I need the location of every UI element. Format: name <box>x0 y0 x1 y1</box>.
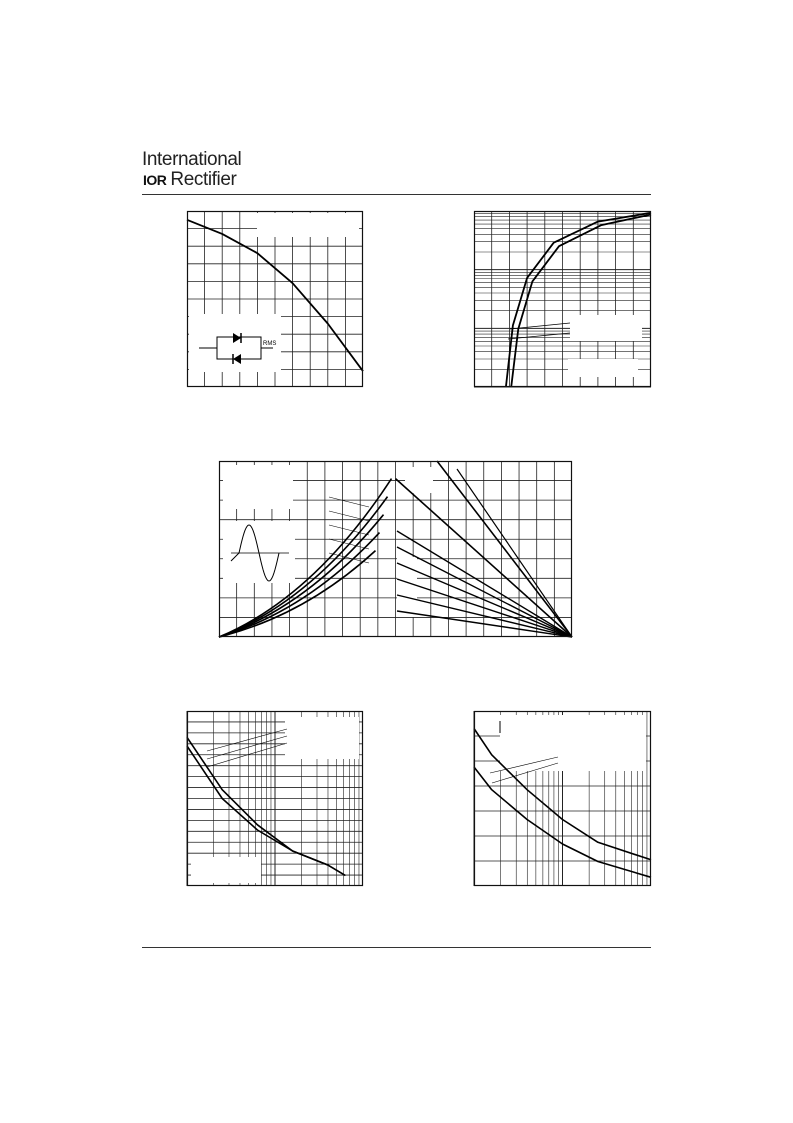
data-curve <box>397 563 572 637</box>
legend-box <box>405 467 433 493</box>
company-name-line2: Rectifier <box>170 169 237 190</box>
data-curve <box>437 461 572 637</box>
legend-box <box>500 715 646 771</box>
chart-1 <box>187 211 363 387</box>
leader-line <box>329 525 369 535</box>
chart-4 <box>187 711 363 886</box>
company-name-line2-row <box>142 170 241 190</box>
legend-box <box>223 465 293 509</box>
legend-box <box>191 857 261 883</box>
inset-label: RMS <box>263 341 277 347</box>
legend-box <box>570 315 642 341</box>
data-curve <box>397 579 572 637</box>
leader-line <box>329 497 369 507</box>
company-brand <box>142 150 241 190</box>
footer-divider <box>142 947 651 948</box>
company-name-line1: International <box>142 149 242 170</box>
legend-box <box>257 213 359 237</box>
company-logo-icon: IOR <box>143 171 167 188</box>
header-divider <box>142 194 651 195</box>
chart-2 <box>474 211 651 387</box>
data-curve <box>397 531 572 637</box>
chart-5 <box>474 711 651 886</box>
leader-line <box>329 539 369 549</box>
chart-3 <box>219 461 572 637</box>
data-curve <box>397 595 572 637</box>
legend-box <box>397 557 417 617</box>
legend-box <box>568 359 638 377</box>
legend-box <box>285 717 359 759</box>
